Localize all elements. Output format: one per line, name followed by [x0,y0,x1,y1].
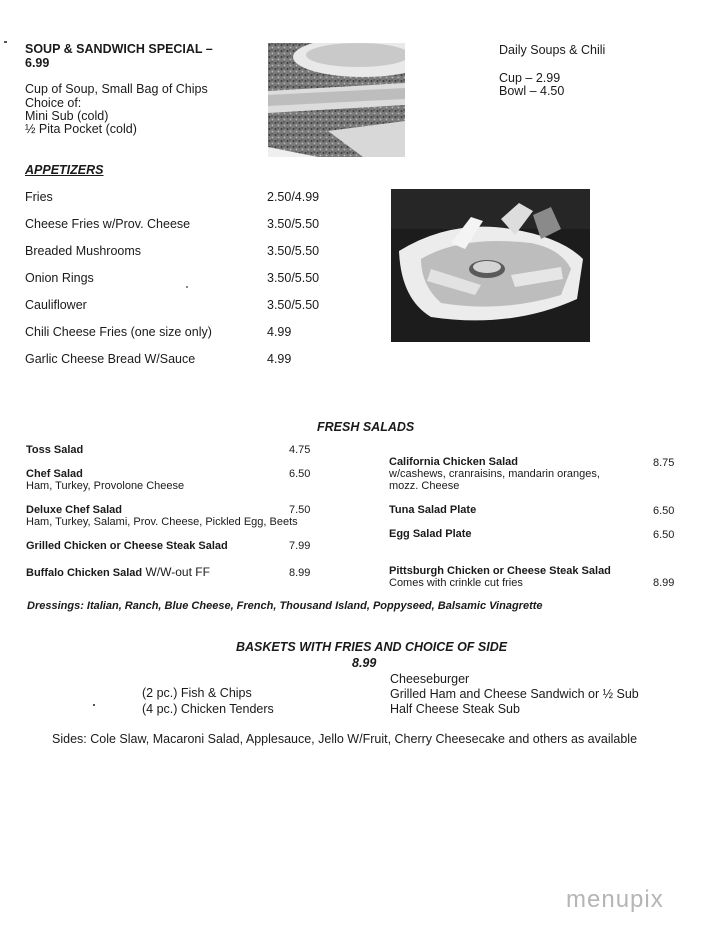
salad-line [26,566,210,579]
salad-name: Grilled Chicken or Cheese Steak Salad [26,540,228,552]
salad-price: 7.50 [289,504,311,516]
basket-item: (4 pc.) Chicken Tenders [142,702,274,716]
sides-list: Sides: Cole Slaw, Macaroni Salad, Applesauce, Jello W/Fruit, Cherry Cheesecake and others as available [52,732,638,746]
salad-price: 8.75 [653,457,675,469]
scan-speck [186,286,188,288]
salad-price: 8.99 [289,567,311,579]
special-desc-line: ½ Pita Pocket (cold) [25,122,137,136]
salad-desc: Ham, Turkey, Salami, Prov. Cheese, Pickled Egg, Beets [26,516,298,528]
appetizer-price: 2.50/4.99 [267,190,320,204]
baskets-heading: BASKETS WITH FRIES AND CHOICE OF SIDE [236,640,508,654]
dressings-list: Dressings: Italian, Ranch, Blue Cheese, French, Thousand Island, Poppyseed, Balsamic Vinagrette [27,600,543,612]
salad-price: 6.50 [653,529,675,541]
appetizer-name: Cheese Fries w/Prov. Cheese [25,217,191,231]
appetizer-name: Onion Rings [25,271,94,285]
appetizer-price: 4.99 [267,325,292,339]
salad-name: Buffalo Chicken Salad [26,567,143,579]
appetizer-name: Cauliflower [25,298,87,312]
salad-name: Egg Salad Plate [389,528,472,540]
appetizer-price: 3.50/5.50 [267,244,320,258]
special-title: SOUP & SANDWICH SPECIAL – [25,42,213,56]
salad-price: 6.50 [653,505,675,517]
basket-item: (2 pc.) Fish & Chips [142,686,252,700]
salad-note: W/W-out FF [142,565,210,579]
appetizer-name: Breaded Mushrooms [25,244,142,258]
salad-price: 8.99 [653,577,675,589]
special-desc-line: Choice of: [25,96,82,110]
scan-speck [4,41,7,43]
soup-sandwich-photo [268,43,405,157]
salad-price: 7.99 [289,540,311,552]
salad-name: Pittsburgh Chicken or Cheese Steak Salad [389,565,611,577]
appetizer-price: 4.99 [267,352,292,366]
soup-bowl-price: Bowl – 4.50 [499,84,565,98]
appetizer-name: Garlic Cheese Bread W/Sauce [25,352,196,366]
salad-name: Toss Salad [26,444,84,456]
salads-heading: FRESH SALADS [317,420,415,434]
salad-name: Deluxe Chef Salad [26,504,122,516]
salad-desc: mozz. Cheese [389,480,460,492]
salad-desc: Ham, Turkey, Provolone Cheese [26,480,185,492]
basket-item: Cheeseburger [390,672,470,686]
watermark-logo: menupix [566,886,664,913]
special-desc-line: Mini Sub (cold) [25,109,109,123]
scan-speck [93,704,95,706]
appetizer-price: 3.50/5.50 [267,298,320,312]
salad-name: Tuna Salad Plate [389,504,477,516]
salad-price: 6.50 [289,468,311,480]
soup-cup-price: Cup – 2.99 [499,71,561,85]
special-desc-line: Cup of Soup, Small Bag of Chips [25,82,208,96]
appetizers-heading: APPETIZERS [25,163,104,177]
salad-desc: Comes with crinkle cut fries [389,577,523,589]
salad-name: California Chicken Salad [389,456,518,468]
soups-title: Daily Soups & Chili [499,43,606,57]
basket-item: Half Cheese Steak Sub [390,702,520,716]
appetizer-price: 3.50/5.50 [267,271,320,285]
fried-basket-photo [391,189,590,342]
salad-price: 4.75 [289,444,311,456]
baskets-price: 8.99 [352,656,377,670]
special-price: 6.99 [25,56,50,70]
appetizer-price: 3.50/5.50 [267,217,320,231]
basket-item: Grilled Ham and Cheese Sandwich or ½ Sub [390,687,639,701]
salad-desc: w/cashews, cranraisins, mandarin oranges, [389,468,600,480]
appetizer-name: Fries [25,190,53,204]
salad-name: Chef Salad [26,468,83,480]
appetizer-name: Chili Cheese Fries (one size only) [25,325,212,339]
